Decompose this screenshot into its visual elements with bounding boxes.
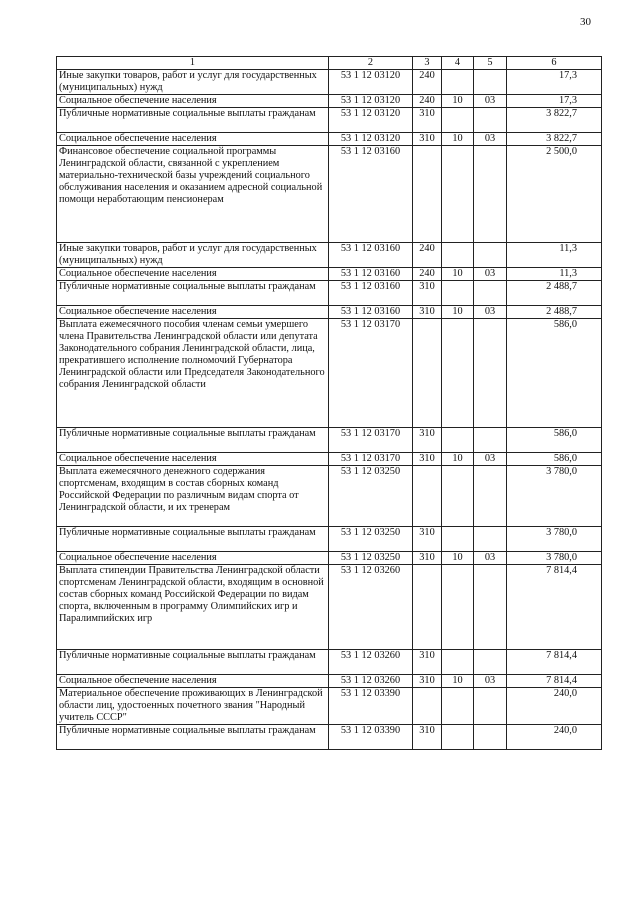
table-row xyxy=(57,243,602,268)
row-col5: 03 xyxy=(474,306,507,319)
row-name: Социальное обеспечение населения xyxy=(57,133,329,146)
row-name: Социальное обеспечение населения xyxy=(57,268,329,281)
row-col5 xyxy=(474,281,507,306)
row-col3 xyxy=(413,688,442,725)
row-name: Социальное обеспечение населения xyxy=(57,552,329,565)
row-col5: 03 xyxy=(474,268,507,281)
row-name: Финансовое обеспечение социальной программы Ленинградской области, связанной с укреплением материально-технической базы учреждений социального обслуживания населения и оказанием адресной социальной помощи неработающим пенсионерам xyxy=(57,146,329,243)
row-col5 xyxy=(474,108,507,133)
table-row xyxy=(57,453,602,466)
row-code: 53 1 12 03120 xyxy=(329,108,413,133)
row-col3: 310 xyxy=(413,108,442,133)
row-col4: 10 xyxy=(442,306,474,319)
row-amount: 7 814,4 xyxy=(507,565,602,650)
row-col4 xyxy=(442,70,474,95)
row-col5 xyxy=(474,725,507,750)
row-col4 xyxy=(442,688,474,725)
table-row xyxy=(57,527,602,552)
row-col5 xyxy=(474,466,507,527)
row-code: 53 1 12 03160 xyxy=(329,306,413,319)
row-col5 xyxy=(474,527,507,552)
row-name: Публичные нормативные социальные выплаты гражданам xyxy=(57,725,329,750)
table-row xyxy=(57,281,602,306)
row-col4 xyxy=(442,650,474,675)
table-row xyxy=(57,688,602,725)
row-col3 xyxy=(413,565,442,650)
header-cell-4: 4 xyxy=(442,57,474,70)
row-col4 xyxy=(442,565,474,650)
row-code: 53 1 12 03390 xyxy=(329,725,413,750)
row-col3: 310 xyxy=(413,527,442,552)
table-row xyxy=(57,146,602,243)
row-col3: 310 xyxy=(413,552,442,565)
row-col3: 310 xyxy=(413,428,442,453)
row-col4: 10 xyxy=(442,133,474,146)
header-cell-6: 6 xyxy=(507,57,602,70)
row-col5: 03 xyxy=(474,675,507,688)
row-code: 53 1 12 03120 xyxy=(329,133,413,146)
table-row xyxy=(57,108,602,133)
row-amount: 586,0 xyxy=(507,453,602,466)
row-amount: 17,3 xyxy=(507,95,602,108)
table-row xyxy=(57,306,602,319)
row-col3: 310 xyxy=(413,650,442,675)
budget-table xyxy=(56,56,602,750)
row-name: Иные закупки товаров, работ и услуг для государственных (муниципальных) нужд xyxy=(57,70,329,95)
table-row xyxy=(57,565,602,650)
row-col5 xyxy=(474,70,507,95)
row-col5: 03 xyxy=(474,453,507,466)
row-amount: 7 814,4 xyxy=(507,675,602,688)
row-amount: 3 822,7 xyxy=(507,133,602,146)
table-row xyxy=(57,552,602,565)
row-col4 xyxy=(442,527,474,552)
row-code: 53 1 12 03120 xyxy=(329,95,413,108)
row-amount: 11,3 xyxy=(507,243,602,268)
table-row xyxy=(57,428,602,453)
row-col5: 03 xyxy=(474,133,507,146)
row-code: 53 1 12 03160 xyxy=(329,281,413,306)
row-col4 xyxy=(442,243,474,268)
row-amount: 3 780,0 xyxy=(507,466,602,527)
row-col4: 10 xyxy=(442,453,474,466)
row-name: Выплата ежемесячного денежного содержания спортсменам, входящим в состав сборных команд Российской Федерации по различным видам спорта от Ленинградской области, и их тренерам xyxy=(57,466,329,527)
row-amount: 3 822,7 xyxy=(507,108,602,133)
row-code: 53 1 12 03170 xyxy=(329,453,413,466)
row-name: Материальное обеспечение проживающих в Ленинградской области лиц, удостоенных почетного звания "Народный учитель СССР" xyxy=(57,688,329,725)
table-row xyxy=(57,133,602,146)
row-col4: 10 xyxy=(442,268,474,281)
row-name: Выплата ежемесячного пособия членам семьи умершего члена Правительства Ленинградской области или депутата Законодательного собрания Ленинградской области, лица, прекратившего исполнение полномочий Губернатора Ленинградской области или Председателя Законодательного собрания Ленинградской области xyxy=(57,319,329,428)
header-cell-2: 2 xyxy=(329,57,413,70)
header-row xyxy=(57,57,602,70)
row-name: Выплата стипендии Правительства Ленинградской области спортсменам Ленинградской области, входящим в основной состав сборных команд Российской Федерации по видам спорта, включенным в программу Олимпийских игр и Паралимпийских игр xyxy=(57,565,329,650)
row-amount: 7 814,4 xyxy=(507,650,602,675)
row-col5 xyxy=(474,428,507,453)
row-name: Публичные нормативные социальные выплаты гражданам xyxy=(57,281,329,306)
row-name: Иные закупки товаров, работ и услуг для государственных (муниципальных) нужд xyxy=(57,243,329,268)
row-col3: 310 xyxy=(413,675,442,688)
row-col3: 310 xyxy=(413,281,442,306)
header-cell-1: 1 xyxy=(57,57,329,70)
row-col4 xyxy=(442,428,474,453)
row-col3 xyxy=(413,146,442,243)
row-col4 xyxy=(442,146,474,243)
table-row xyxy=(57,675,602,688)
row-code: 53 1 12 03250 xyxy=(329,527,413,552)
row-amount: 3 780,0 xyxy=(507,552,602,565)
row-col3: 310 xyxy=(413,725,442,750)
row-amount: 2 500,0 xyxy=(507,146,602,243)
row-col3: 310 xyxy=(413,133,442,146)
row-col3: 240 xyxy=(413,70,442,95)
table-body xyxy=(57,57,602,750)
row-code: 53 1 12 03260 xyxy=(329,565,413,650)
table-row xyxy=(57,466,602,527)
row-col5 xyxy=(474,565,507,650)
row-name: Публичные нормативные социальные выплаты гражданам xyxy=(57,108,329,133)
row-col3 xyxy=(413,319,442,428)
row-col4: 10 xyxy=(442,95,474,108)
row-code: 53 1 12 03250 xyxy=(329,466,413,527)
table-row xyxy=(57,95,602,108)
row-amount: 240,0 xyxy=(507,688,602,725)
row-amount: 11,3 xyxy=(507,268,602,281)
row-col4 xyxy=(442,108,474,133)
row-col5 xyxy=(474,146,507,243)
row-col3 xyxy=(413,466,442,527)
row-code: 53 1 12 03160 xyxy=(329,268,413,281)
row-code: 53 1 12 03160 xyxy=(329,146,413,243)
row-amount: 3 780,0 xyxy=(507,527,602,552)
row-code: 53 1 12 03170 xyxy=(329,319,413,428)
header-cell-3: 3 xyxy=(413,57,442,70)
row-amount: 240,0 xyxy=(507,725,602,750)
row-amount: 2 488,7 xyxy=(507,281,602,306)
row-amount: 586,0 xyxy=(507,319,602,428)
row-amount: 2 488,7 xyxy=(507,306,602,319)
table-row xyxy=(57,319,602,428)
row-col5 xyxy=(474,319,507,428)
row-col5: 03 xyxy=(474,95,507,108)
row-code: 53 1 12 03160 xyxy=(329,243,413,268)
row-col4 xyxy=(442,725,474,750)
row-col5: 03 xyxy=(474,552,507,565)
header-cell-5: 5 xyxy=(474,57,507,70)
row-code: 53 1 12 03260 xyxy=(329,675,413,688)
table-row xyxy=(57,650,602,675)
table-row xyxy=(57,268,602,281)
row-col3: 240 xyxy=(413,243,442,268)
row-code: 53 1 12 03170 xyxy=(329,428,413,453)
row-name: Социальное обеспечение населения xyxy=(57,453,329,466)
row-col3: 310 xyxy=(413,306,442,319)
row-col5 xyxy=(474,688,507,725)
row-col3: 310 xyxy=(413,453,442,466)
row-code: 53 1 12 03120 xyxy=(329,70,413,95)
row-col5 xyxy=(474,243,507,268)
row-name: Публичные нормативные социальные выплаты гражданам xyxy=(57,428,329,453)
row-name: Социальное обеспечение населения xyxy=(57,306,329,319)
row-name: Публичные нормативные социальные выплаты гражданам xyxy=(57,527,329,552)
row-name: Социальное обеспечение населения xyxy=(57,95,329,108)
table-row xyxy=(57,70,602,95)
row-code: 53 1 12 03250 xyxy=(329,552,413,565)
row-col4 xyxy=(442,466,474,527)
row-amount: 586,0 xyxy=(507,428,602,453)
row-code: 53 1 12 03390 xyxy=(329,688,413,725)
row-code: 53 1 12 03260 xyxy=(329,650,413,675)
row-col4: 10 xyxy=(442,552,474,565)
row-col4 xyxy=(442,319,474,428)
row-col4 xyxy=(442,281,474,306)
row-col3: 240 xyxy=(413,95,442,108)
row-amount: 17,3 xyxy=(507,70,602,95)
row-col4: 10 xyxy=(442,675,474,688)
row-col3: 240 xyxy=(413,268,442,281)
row-name: Публичные нормативные социальные выплаты гражданам xyxy=(57,650,329,675)
row-col5 xyxy=(474,650,507,675)
page-number: 30 xyxy=(580,16,591,28)
table-row xyxy=(57,725,602,750)
row-name: Социальное обеспечение населения xyxy=(57,675,329,688)
